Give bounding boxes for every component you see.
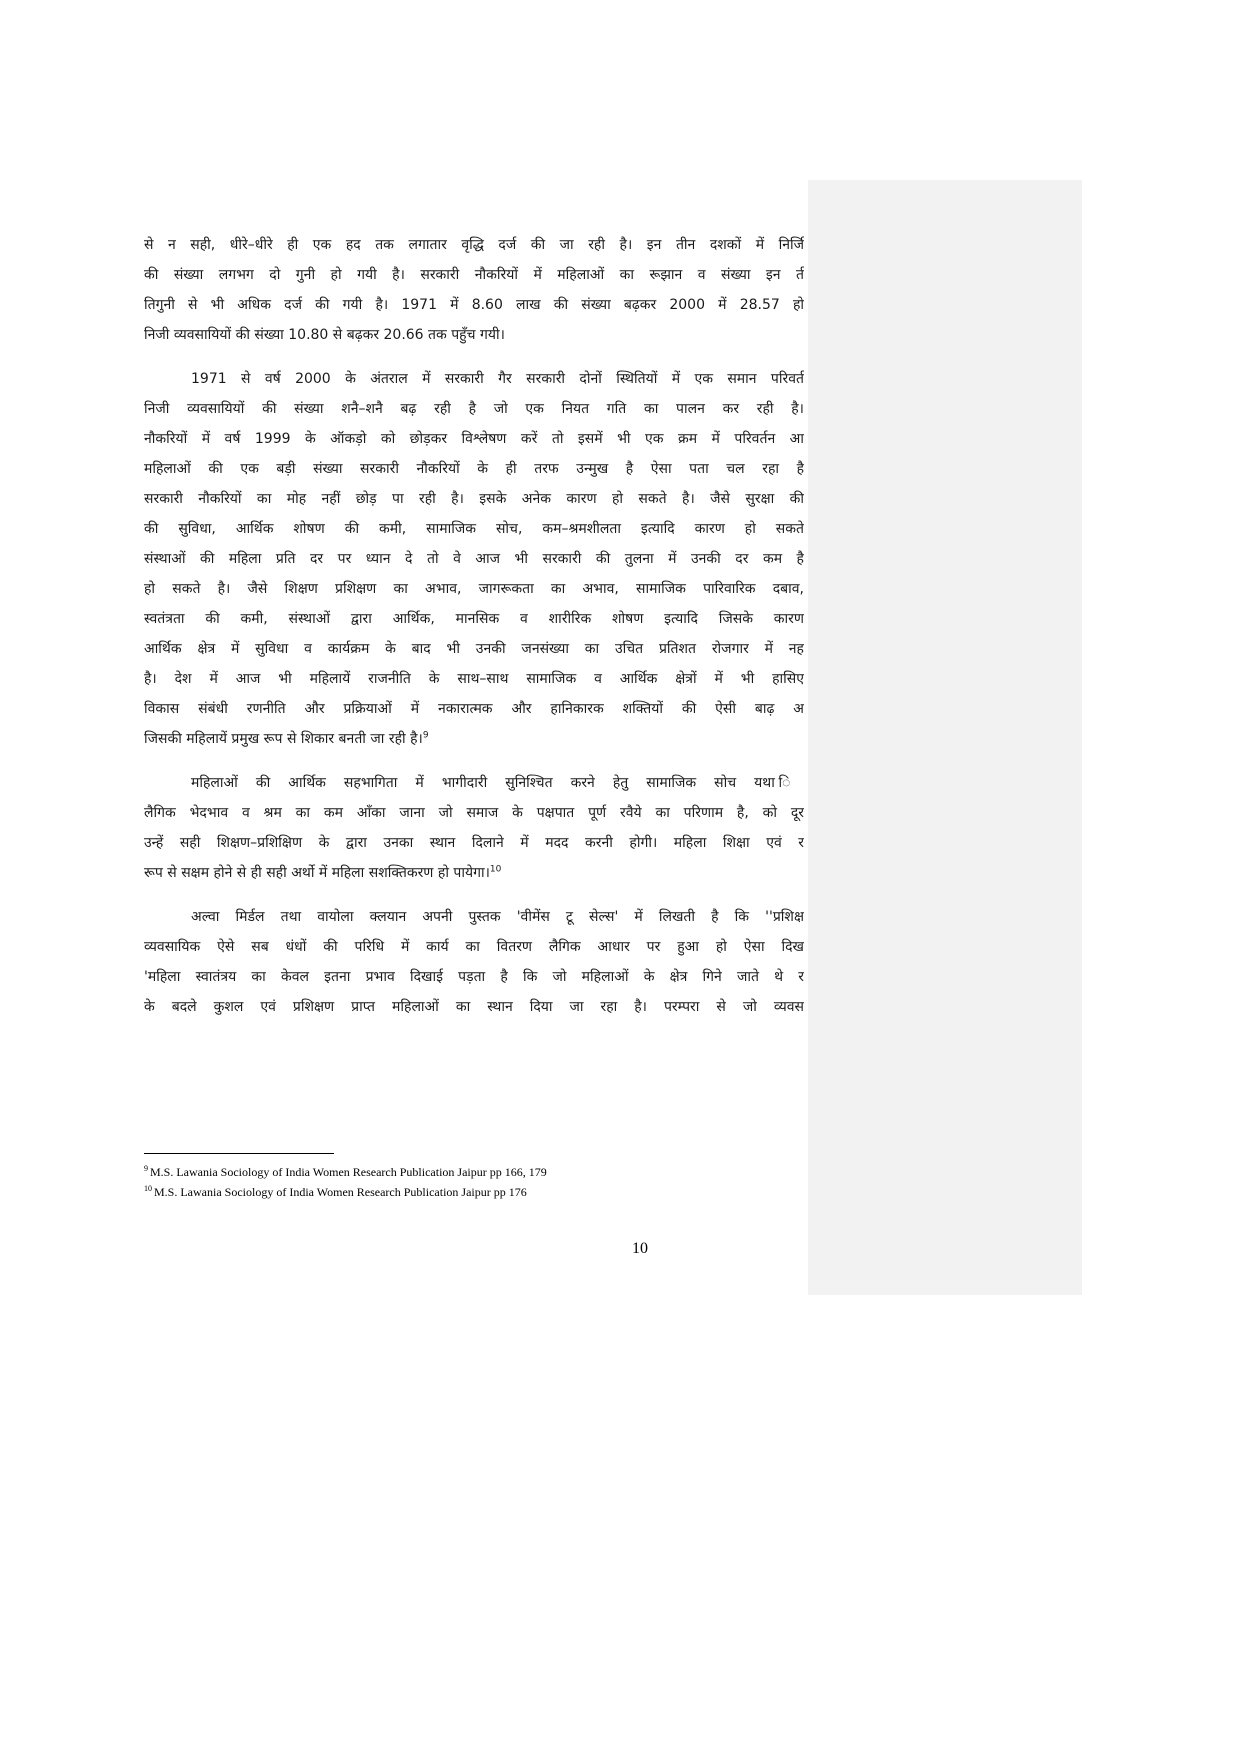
text-line: व्यवसायिक ऐसे सब धंधों की परिधि में कार्य का वितरण लैगिक आधार पर हुआ हो ऐसा दिख	[144, 939, 804, 955]
text-line: विकास संबंधी रणनीति और प्रक्रियाओं में नकारात्मक और हानिकारक शक्तियों की ऐसी बाढ़ अ	[144, 701, 804, 717]
text-line-content: जिसकी महिलायें प्रमुख रूप से शिकार बनती जा रही है।	[144, 731, 423, 747]
text-line: उन्हें सही शिक्षण–प्रशिक्षिण के द्वारा उनका स्थान दिलाने में मदद करनी होगी। महिला शिक्षा एवं र	[144, 835, 804, 851]
text-line: निजी व्यवसायियों की संख्या 10.80 से बढ़कर 20.66 तक पहुँच गयी।	[144, 327, 505, 343]
paragraph-3	[144, 768, 804, 888]
text-line: 'महिला स्वातंत्रय का केवल इतना प्रभाव दिखाई पड़ता है कि जो महिलाओं के क्षेत्र गिने जाते थे र	[144, 969, 804, 985]
footnote-separator	[144, 1153, 334, 1154]
paragraph-2	[144, 364, 804, 754]
text-line-content: रूप से सक्षम होने से ही सही अर्थो में महिला सशक्तिकरण हो पायेगा।	[144, 865, 490, 881]
text-line: लैगिक भेदभाव व श्रम का कम आँका जाना जो समाज के पक्षपात पूर्ण रवैये का परिणाम है, को दूर	[144, 805, 804, 821]
text-line: स्वतंत्रता की कमी, संस्थाओं द्वारा आर्थिक, मानसिक व शारीरिक शोषण इत्यादि जिसके कारण	[144, 611, 804, 627]
text-line: नौकरियों में वर्ष 1999 के ऑकड़ो को छोड़कर विश्लेषण करें तो इसमें भी एक क्रम में परिवर्तन आ	[144, 431, 804, 447]
paragraph-4	[144, 902, 804, 1022]
footnote-text: M.S. Lawania Sociology of India Women Research Publication Jaipur pp 176	[154, 1185, 527, 1199]
footnote-item	[144, 1162, 764, 1182]
text-line	[144, 724, 804, 754]
text-line: महिलाओं की आर्थिक सहभागिता में भागीदारी सुनिश्चित करने हेतु सामाजिक सोच यथा ि	[191, 775, 804, 791]
footnote-item	[144, 1182, 764, 1202]
text-line: की संख्या लगभग दो गुनी हो गयी है। सरकारी नौकरियों में महिलाओं का रूझान व संख्या इन र्त	[144, 267, 804, 283]
footnote-ref: 10	[489, 864, 502, 875]
page-number: 10	[632, 1240, 648, 1257]
footnote-number: 9	[144, 1164, 148, 1173]
footnote-text: M.S. Lawania Sociology of India Women Research Publication Jaipur pp 166, 179	[150, 1165, 547, 1179]
text-line: है। देश में आज भी महिलायें राजनीति के साथ–साथ सामाजिक व आर्थिक क्षेत्रों में भी हासिए	[144, 671, 804, 687]
text-line: की सुविधा, आर्थिक शोषण की कमी, सामाजिक सोच, कम–श्रमशीलता इत्यादि कारण हो सकते	[144, 521, 804, 537]
text-line: संस्थाओं की महिला प्रति दर पर ध्यान दे तो वे आज भी सरकारी की तुलना में उनकी दर कम है	[144, 551, 804, 567]
footnote-ref: 9	[422, 730, 429, 741]
body-text	[144, 230, 804, 1022]
footnote-number: 10	[144, 1184, 152, 1193]
text-line: हो सकते है। जैसे शिक्षण प्रशिक्षण का अभाव, जागरूकता का अभाव, सामाजिक पारिवारिक दबाव,	[144, 581, 804, 597]
text-line: महिलाओं की एक बड़ी संख्या सरकारी नौकरियों के ही तरफ उन्मुख है ऐसा पता चल रहा है	[144, 461, 804, 477]
text-line: अल्वा मिर्डल तथा वायोला क्लयान अपनी पुस्तक 'वीमेंस टू सेल्स' में लिखती है कि ''प्रशिक्ष	[191, 909, 804, 925]
text-line: 1971 से वर्ष 2000 के अंतराल में सरकारी गैर सरकारी दोनों स्थितियों में एक समान परिवर्त	[191, 371, 804, 387]
text-line	[144, 858, 804, 888]
text-line: से न सही, धीरे–धीरे ही एक हद तक लगातार वृद्धि दर्ज की जा रही है। इन तीन दशकों में निर्जि	[144, 237, 804, 253]
comment-margin-pane	[808, 180, 1082, 1295]
text-line: सरकारी नौकरियों का मोह नहीं छोड़ पा रही है। इसके अनेक कारण हो सकते है। जैसे सुरक्षा की	[144, 491, 804, 507]
paragraph-1	[144, 230, 804, 350]
text-line: तिगुनी से भी अधिक दर्ज की गयी है। 1971 में 8.60 लाख की संख्या बढ़कर 2000 में 28.57 हो	[144, 297, 804, 313]
text-line: के बदले कुशल एवं प्रशिक्षण प्राप्त महिलाओं का स्थान दिया जा रहा है। परम्परा से जो व्यवस	[144, 999, 804, 1015]
text-line: आर्थिक क्षेत्र में सुविधा व कार्यक्रम के बाद भी उनकी जनसंख्या का उचित प्रतिशत रोजगार में नह	[144, 641, 804, 657]
footnotes	[144, 1162, 764, 1202]
text-line: निजी व्यवसायियों की संख्या शनै–शनै बढ़ रही है जो एक नियत गति का पालन कर रही है।	[144, 401, 804, 417]
